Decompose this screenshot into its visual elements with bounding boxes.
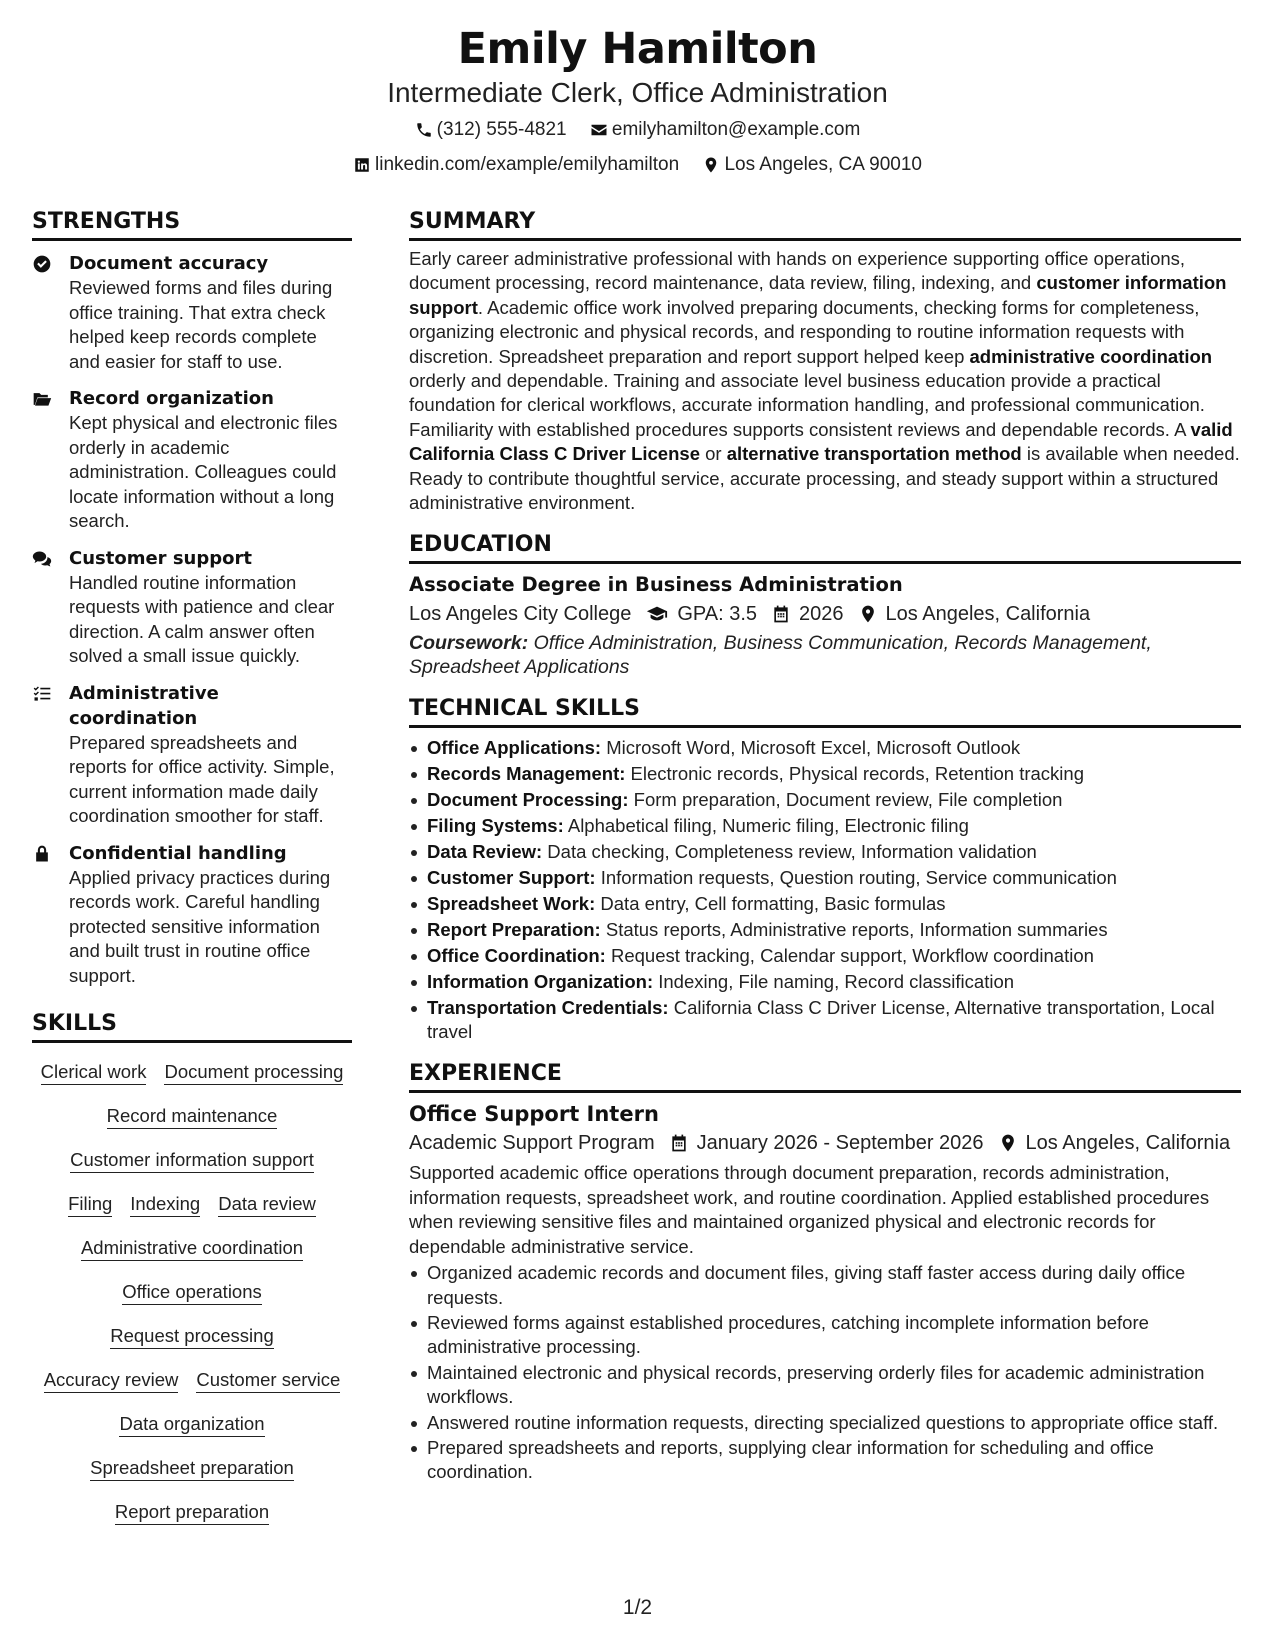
- skill-tag: Spreadsheet preparation: [90, 1457, 294, 1481]
- summary-segment: is available when needed. Ready to contribute thoughtful service, accurate processing, and steady support within a structured administrative environment.: [409, 443, 1240, 514]
- strength-title: Administrative coordination: [69, 682, 219, 729]
- candidate-name: Emily Hamilton: [457, 24, 818, 74]
- technical-skill-value: California Class C Driver License, Alternative transportation, Local travel: [427, 997, 1215, 1043]
- skill-tag: Record maintenance: [107, 1105, 278, 1129]
- skill-tag: Data review: [218, 1193, 316, 1217]
- summary-highlight: alternative transportation method: [726, 443, 1022, 465]
- map-marker-icon: [702, 156, 720, 174]
- skill-tag: Administrative coordination: [81, 1237, 303, 1261]
- summary-segment: Early career administrative professional with hands on experience supporting office operations, document processing, record maintenance, data review, filing, indexing, and: [409, 248, 1186, 294]
- coursework-label: Coursework:: [409, 632, 529, 655]
- summary-highlight: customer information support: [409, 272, 1227, 318]
- technical-skill-item: [409, 866, 1241, 890]
- strength-title: Document accuracy: [69, 253, 269, 274]
- lock-icon: [32, 844, 52, 864]
- list-check-icon: [32, 684, 52, 704]
- job-summary: Supported academic office operations through document preparation, records administration, information requests, spreadsheet work, and routine coordination. Applied established procedures when reviewing sensitive files and maintained organized physical and electronic records for dependable administrative service.: [409, 1162, 1210, 1257]
- phone-icon: [415, 121, 433, 139]
- skill-tag: Data organization: [119, 1413, 264, 1437]
- skill-tag-row: [32, 1369, 352, 1393]
- technical-skill-label: Office Coordination:: [427, 945, 606, 967]
- skill-tag-row: [32, 1237, 352, 1261]
- degree-title: Associate Degree in Business Administration: [409, 573, 903, 597]
- coursework-list: Office Administration, Business Communication, Records Management, Spreadsheet Applications: [409, 632, 1152, 679]
- company-name: Academic Support Program: [409, 1132, 655, 1155]
- skill-tag-row: [32, 1457, 352, 1481]
- skill-tag-row: [32, 1193, 352, 1217]
- strength-title: Record organization: [69, 388, 274, 409]
- strength-title: Customer support: [69, 547, 252, 569]
- technical-skill-label: Filing Systems:: [427, 815, 564, 837]
- calendar-icon: [771, 604, 791, 624]
- phone-text: (312) 555-4821: [436, 119, 567, 140]
- contact-linkedin[interactable]: [353, 153, 679, 177]
- contact-row-1: [0, 118, 1275, 146]
- coursework: [409, 631, 1241, 679]
- technical-skill-item: [409, 840, 1241, 864]
- strength-description: Prepared spreadsheets and reports for office activity. Simple, current information made daily coordination smoother for staff.: [69, 731, 335, 826]
- strength-item: [32, 841, 352, 989]
- job-meta: [409, 1129, 1241, 1157]
- technical-skill-item: [409, 788, 1241, 812]
- job-bullet: Reviewed forms against established procedures, catching incomplete information before administrative processing.: [409, 1311, 1241, 1360]
- map-marker-icon: [858, 604, 878, 624]
- job-bullet: Answered routine information requests, directing specialized questions to appropriate office staff.: [409, 1411, 1241, 1435]
- strength-item: [32, 386, 352, 534]
- job-bullet: Organized academic records and document files, giving staff faster access during daily office requests.: [409, 1261, 1241, 1310]
- linkedin-icon: [353, 156, 371, 174]
- skills-tag-cloud: [32, 1061, 352, 1525]
- technical-skill-label: Customer Support:: [427, 867, 596, 889]
- job-title: Office Support Intern: [409, 1102, 659, 1127]
- strengths-heading: STRENGTHS: [32, 208, 352, 241]
- skill-tag-row: [32, 1281, 352, 1305]
- skill-tag: Customer information support: [70, 1149, 314, 1173]
- technical-skill-label: Spreadsheet Work:: [427, 893, 596, 915]
- skill-tag: Document processing: [164, 1061, 343, 1085]
- contact-phone: [415, 118, 567, 142]
- technical-skill-item: [409, 892, 1241, 916]
- technical-skill-item: [409, 944, 1241, 968]
- summary-highlight: administrative coordination: [969, 345, 1213, 367]
- contact-row-2: [0, 153, 1275, 181]
- strength-description: Reviewed forms and files during office training. That extra check helped keep records complete and easier for staff to use.: [69, 277, 333, 372]
- candidate-title: Intermediate Clerk, Office Administration: [387, 77, 888, 108]
- contact-email[interactable]: [590, 118, 860, 142]
- strength-item: [32, 681, 352, 829]
- technical-skill-label: Document Processing:: [427, 789, 629, 811]
- technical-skill-item: [409, 970, 1241, 994]
- summary-highlight: valid California Class C Driver License: [409, 418, 1233, 465]
- job-bullet: Maintained electronic and physical records, preserving orderly files for academic administration workflows.: [409, 1361, 1241, 1410]
- gpa-text: GPA: 3.5: [677, 603, 758, 626]
- skill-tag-row: [32, 1413, 352, 1437]
- technical-skill-label: Data Review:: [427, 841, 543, 863]
- skill-tag-row: [32, 1149, 352, 1173]
- technical-skills-heading: TECHNICAL SKILLS: [409, 695, 1241, 728]
- technical-skill-value: Data checking, Completeness review, Information validation: [542, 841, 1037, 863]
- resume-header: [0, 22, 1275, 181]
- strength-description: Handled routine information requests with patience and clear direction. A calm answer often solved a small issue quickly.: [69, 571, 335, 666]
- technical-skill-item: [409, 736, 1241, 760]
- technical-skill-value: Request tracking, Calendar support, Workflow coordination: [605, 945, 1094, 967]
- comments-icon: [32, 549, 52, 569]
- check-circle-icon: [32, 254, 52, 274]
- calendar-icon: [669, 1133, 689, 1153]
- school-location: Los Angeles, California: [885, 603, 1091, 626]
- school-name: Los Angeles City College: [409, 603, 632, 626]
- graduation-year: 2026: [799, 603, 844, 626]
- skill-tag: Indexing: [130, 1193, 200, 1217]
- technical-skill-item: [409, 918, 1241, 942]
- strength-description: Applied privacy practices during records work. Careful handling protected sensitive information and built trust in routine office support.: [69, 866, 331, 986]
- strength-description: Kept physical and electronic files orderly in academic administration. Colleagues could locate information without a long search.: [69, 412, 338, 531]
- job-bullet: Prepared spreadsheets and reports, supplying clear information for scheduling and office coordination.: [409, 1436, 1241, 1485]
- technical-skills-list: [409, 736, 1241, 1044]
- education-meta: [409, 600, 1241, 628]
- skill-tag-row: [32, 1501, 352, 1525]
- technical-skill-label: Information Organization:: [427, 971, 654, 993]
- job-dates: January 2026 - September 2026: [696, 1132, 984, 1155]
- education-heading: EDUCATION: [409, 531, 1241, 564]
- technical-skill-item: [409, 762, 1241, 786]
- technical-skill-label: Records Management:: [427, 763, 626, 785]
- folder-open-icon: [32, 389, 52, 409]
- technical-skill-item: [409, 814, 1241, 838]
- map-marker-icon: [998, 1133, 1018, 1153]
- location-text: Los Angeles, CA 90010: [724, 154, 922, 175]
- skill-tag: Accuracy review: [44, 1369, 179, 1393]
- strength-item: [32, 251, 352, 374]
- technical-skill-value: Alphabetical filing, Numeric filing, Electronic filing: [563, 815, 969, 837]
- technical-skill-label: Report Preparation:: [427, 919, 601, 941]
- job-location: Los Angeles, California: [1025, 1132, 1231, 1155]
- strength-title: Confidential handling: [69, 842, 287, 864]
- technical-skill-value: Form preparation, Document review, File completion: [628, 789, 1063, 811]
- skill-tag-row: [32, 1325, 352, 1349]
- job-bullets: [409, 1261, 1241, 1485]
- skill-tag: Request processing: [110, 1325, 274, 1349]
- skill-tag: Filing: [68, 1193, 112, 1217]
- graduation-cap-icon: [645, 603, 669, 625]
- left-column: [32, 208, 352, 1545]
- technical-skill-item: [409, 996, 1241, 1044]
- skill-tag-row: [32, 1105, 352, 1129]
- email-link[interactable]: emilyhamilton@example.com: [611, 119, 861, 140]
- technical-skill-value: Data entry, Cell formatting, Basic formulas: [595, 893, 946, 915]
- technical-skill-value: Electronic records, Physical records, Retention tracking: [625, 763, 1084, 785]
- right-column: [409, 208, 1241, 1486]
- technical-skill-value: Status reports, Administrative reports, Information summaries: [600, 919, 1108, 941]
- skills-heading: SKILLS: [32, 1010, 352, 1043]
- contact-location: [702, 153, 922, 177]
- summary-segment: or: [699, 443, 727, 465]
- technical-skill-value: Information requests, Question routing, Service communication: [595, 867, 1117, 889]
- experience-heading: EXPERIENCE: [409, 1060, 1241, 1093]
- page-indicator: 1/2: [622, 1596, 653, 1619]
- summary-text: [409, 247, 1241, 515]
- summary-segment: . Academic office work involved preparing documents, checking forms for completeness, organizing electronic and physical records, and responding to routine information requests with discretion. Spreadsheet preparation and report support helped keep: [409, 296, 1200, 367]
- technical-skill-label: Office Applications:: [427, 737, 602, 759]
- skill-tag: Report preparation: [115, 1501, 269, 1525]
- skill-tag-row: [32, 1061, 352, 1085]
- summary-heading: SUMMARY: [409, 208, 1241, 241]
- linkedin-link[interactable]: linkedin.com/example/emilyhamilton: [375, 154, 680, 175]
- skill-tag: Clerical work: [41, 1061, 147, 1085]
- technical-skill-value: Microsoft Word, Microsoft Excel, Microsoft Outlook: [601, 737, 1021, 759]
- strengths-list: [32, 251, 352, 988]
- summary-segment: orderly and dependable. Training and associate level business education provide a practical foundation for clerical workflows, accurate information handling, and professional communication. Familiarity with established procedures supports consistent reviews and dependable records. A: [409, 370, 1205, 440]
- technical-skill-label: Transportation Credentials:: [427, 997, 669, 1019]
- skill-tag: Office operations: [122, 1281, 262, 1305]
- technical-skill-value: Indexing, File naming, Record classification: [653, 971, 1015, 993]
- envelope-icon: [590, 121, 608, 139]
- strength-item: [32, 546, 352, 669]
- skill-tag: Customer service: [196, 1369, 340, 1393]
